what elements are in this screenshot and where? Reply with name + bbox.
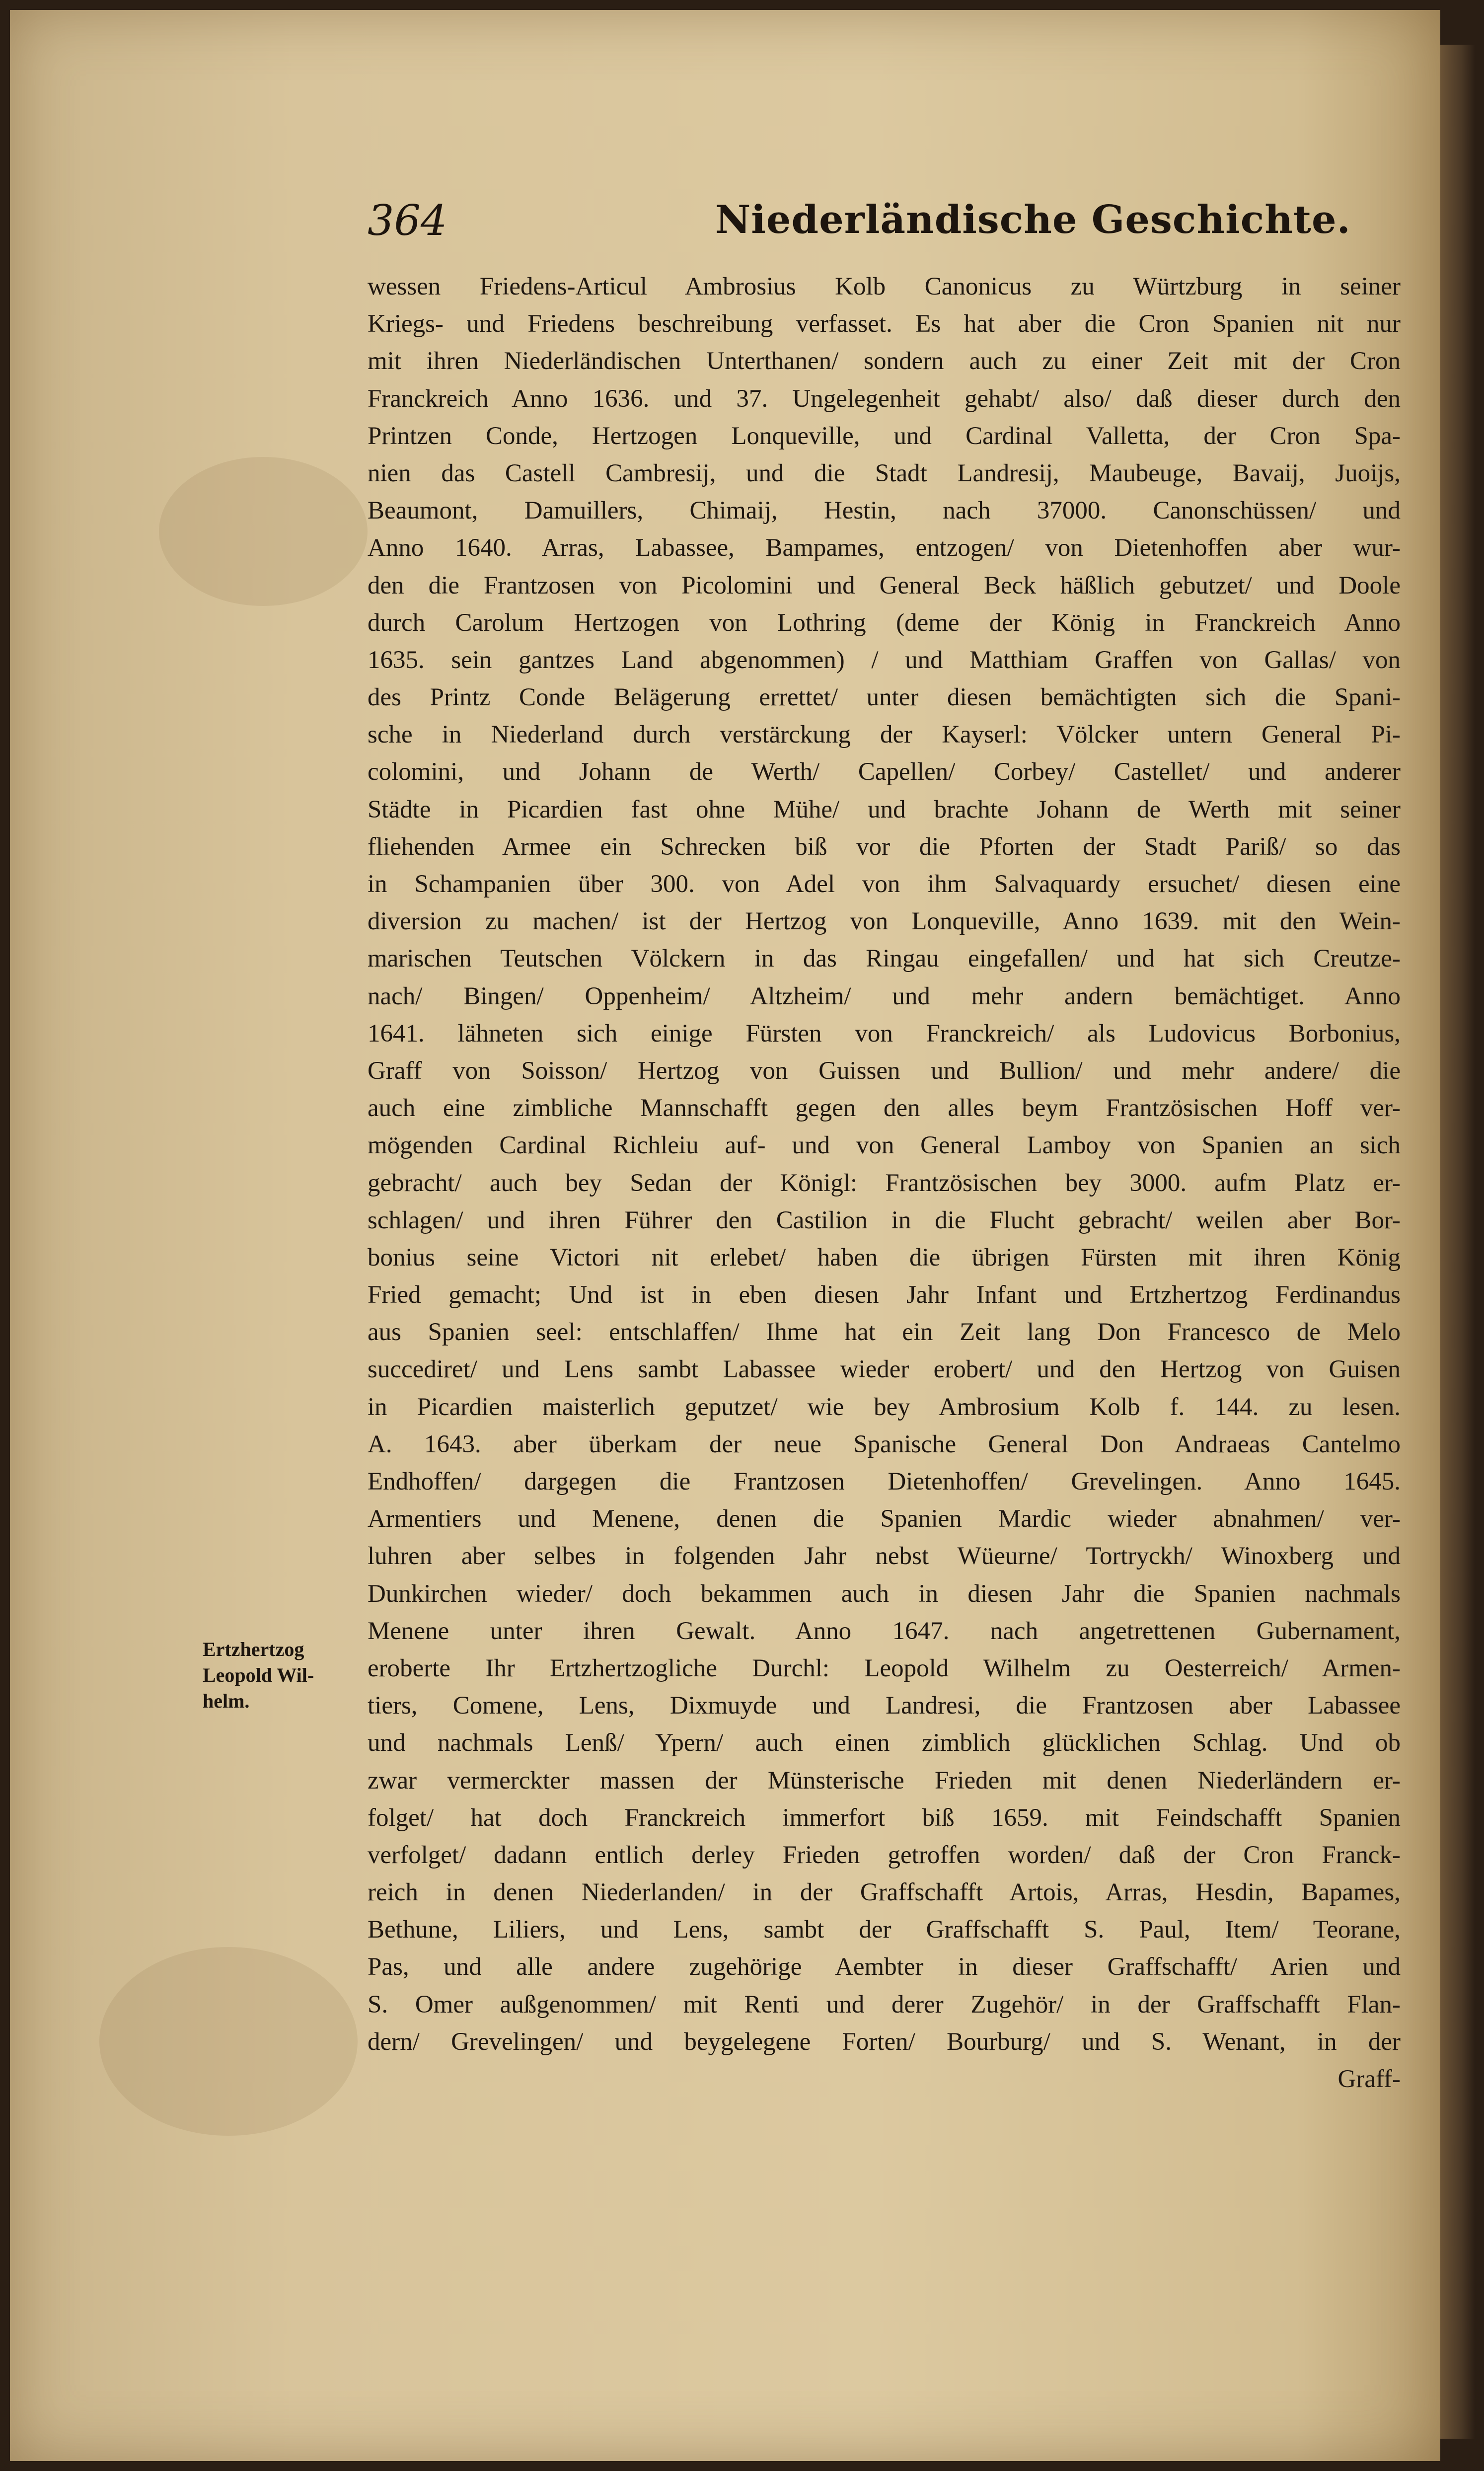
text-line: A. 1643. aber überkam der neue Spanische General Don Andraeas Cantelmo [368,1430,1401,1458]
text-line: Anno 1640. Arras, Labassee, Bampames, entzogen/ von Dietenhoffen aber wur- [368,534,1401,562]
text-line: dern/ Grevelingen/ und beygelegene Forten/ Bourburg/ und S. Wenant, in der [368,2027,1401,2056]
text-line: 1635. sein gantzes Land abgenommen) / und Matthiam Graffen von Gallas/ von [368,646,1401,674]
page-header [368,196,1401,261]
running-title: Niederländische Geschichte. [715,197,1351,242]
text-line: reich in denen Niederlanden/ in der Graffschafft Artois, Arras, Hesdin, Bapames, [368,1878,1401,1907]
text-line: zwar vermerckter massen der Münsterische Frieden mit denen Niederländern er- [368,1766,1401,1795]
page-edge [1440,45,1475,2439]
text-line: nach/ Bingen/ Oppenheim/ Altzheim/ und mehr andern bemächtiget. Anno [368,982,1401,1010]
text-line: Graff- [1337,2065,1401,2093]
text-line: bonius seine Victori nit erlebet/ haben die übrigen Fürsten mit ihren König [368,1243,1401,1272]
text-line: succediret/ und Lens sambt Labassee wieder erobert/ und den Hertzog von Guisen [368,1355,1401,1384]
margin-note-line: Leopold Wil- [203,1664,314,1686]
text-line: wessen Friedens-Articul Ambrosius Kolb Canonicus zu Würtzburg in seiner [368,273,1401,300]
margin-note-line: helm. [203,1690,250,1712]
text-line: Dunkirchen wieder/ doch bekammen auch in diesen Jahr die Spanien nachmals [368,1579,1401,1608]
text-line: marischen Teutschen Völckern in das Ringau eingefallen/ und hat sich Creutze- [368,945,1401,973]
text-line: nien das Castell Cambresij, und die Stadt Landresij, Maubeuge, Bavaij, Juoijs, [368,459,1401,487]
text-line: auch eine zimbliche Mannschafft gegen den alles beym Frantzösischen Hoff ver- [368,1094,1401,1123]
text-line: Endhoffen/ dargegen die Frantzosen Dietenhoffen/ Grevelingen. Anno 1645. [368,1468,1401,1496]
text-line: mit ihren Niederländischen Unterthanen/ sondern auch zu einer Zeit mit der Cron [368,347,1401,375]
text-line: colomini, und Johann de Werth/ Capellen/ Corbey/ Castellet/ und anderer [368,758,1401,786]
text-line: Pas, und alle andere zugehörige Aembter in dieser Graffschafft/ Arien und [368,1953,1401,1981]
paper-stain [99,1947,358,2136]
text-line: fliehenden Armee ein Schrecken biß vor die Pforten der Stadt Pariß/ so das [368,832,1401,861]
text-line: luhren aber selbes in folgenden Jahr nebst Wüeurne/ Tortryckh/ Winoxberg und [368,1542,1401,1571]
text-line: Bethune, Liliers, und Lens, sambt der Graffschafft S. Paul, Item/ Teorane, [368,1916,1401,1944]
page-number: 364 [368,196,447,245]
margin-note-line: Ertzhertzog [203,1638,304,1660]
text-line: durch Carolum Hertzogen von Lothring (deme der König in Franckreich Anno [368,608,1401,637]
text-line: mögenden Cardinal Richleiu auf- und von General Lamboy von Spanien an sich [368,1131,1401,1160]
text-line: 1641. lähneten sich einige Fürsten von Franckreich/ als Ludovicus Borbonius, [368,1019,1401,1048]
text-line: diversion zu machen/ ist der Hertzog von Lonqueville, Anno 1639. mit den Wein- [368,907,1401,936]
text-line: und nachmals Lenß/ Ypern/ auch einen zimblich glücklichen Schlag. Und ob [368,1729,1401,1757]
text-line: Franckreich Anno 1636. und 37. Ungelegenheit gehabt/ also/ daß dieser durch den [368,384,1401,413]
text-line: S. Omer außgenommen/ mit Renti und derer Zugehör/ in der Graffschafft Flan- [368,1990,1401,2019]
text-line: Beaumont, Damuillers, Chimaij, Hestin, nach 37000. Canonschüssen/ und [368,497,1401,525]
text-line: in Picardien maisterlich geputzet/ wie bey Ambrosium Kolb f. 144. zu lesen. [368,1393,1401,1421]
text-line: Printzen Conde, Hertzogen Lonqueville, und Cardinal Valletta, der Cron Spa- [368,422,1401,450]
text-line: Armentiers und Menene, denen die Spanien Mardic wieder abnahmen/ ver- [368,1505,1401,1533]
margin-note [203,1637,352,1714]
text-line: Städte in Picardien fast ohne Mühe/ und brachte Johann de Werth mit seiner [368,795,1401,824]
text-line: aus Spanien seel: entschlaffen/ Ihme hat ein Zeit lang Don Francesco de Melo [368,1318,1401,1347]
text-line: in Schampanien über 300. von Adel von ihm Salvaquardy ersuchet/ diesen eine [368,870,1401,898]
body-text [368,268,1401,2098]
text-line: Fried gemacht; Und ist in eben diesen Jahr Infant und Ertzhertzog Ferdinandus [368,1281,1401,1309]
text-line: sche in Niederland durch verstärckung der Kayserl: Völcker untern General Pi- [368,721,1401,749]
text-line: des Printz Conde Belägerung errettet/ unter diesen bemächtigten sich die Spani- [368,683,1401,712]
text-line: tiers, Comene, Lens, Dixmuyde und Landresi, die Frantzosen aber Labassee [368,1692,1401,1720]
text-line: Menene unter ihren Gewalt. Anno 1647. nach angetrettenen Gubernament, [368,1617,1401,1645]
paper-stain [159,457,368,606]
text-line: folget/ hat doch Franckreich immerfort biß 1659. mit Feindschafft Spanien [368,1803,1401,1832]
text-line: den die Frantzosen von Picolomini und General Beck häßlich gebutzet/ und Doole [368,571,1401,599]
text-line: Graff von Soisson/ Hertzog von Guissen und Bullion/ und mehr andere/ die [368,1056,1401,1085]
text-line: gebracht/ auch bey Sedan der Königl: Frantzösischen bey 3000. aufm Platz er- [368,1169,1401,1197]
text-line: Kriegs- und Friedens beschreibung verfasset. Es hat aber die Cron Spanien nit nur [368,310,1401,338]
text-line: eroberte Ihr Ertzhertzogliche Durchl: Leopold Wilhelm zu Oesterreich/ Armen- [368,1654,1401,1682]
text-line: schlagen/ und ihren Führer den Castilion in die Flucht gebracht/ weilen aber Bor- [368,1206,1401,1234]
text-line: verfolget/ dadann entlich derley Frieden getroffen worden/ daß der Cron Franck- [368,1841,1401,1869]
